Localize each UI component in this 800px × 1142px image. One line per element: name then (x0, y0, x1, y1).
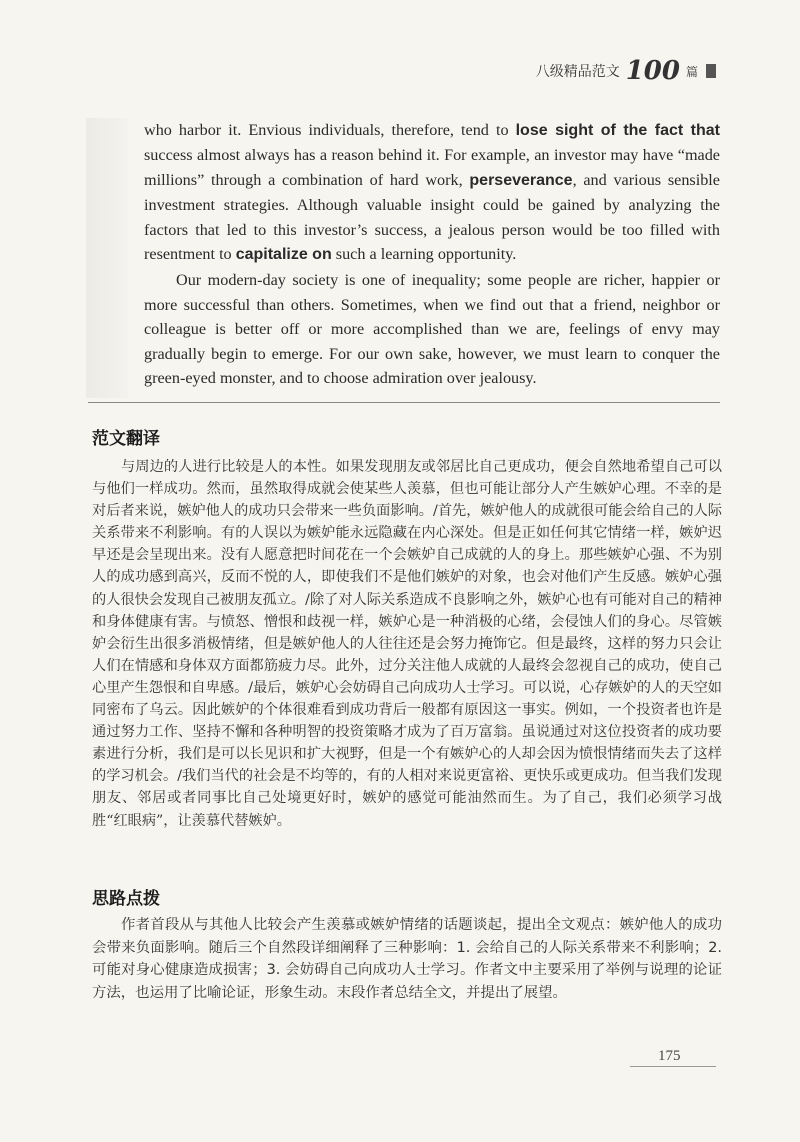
translation-title: 范文翻译 (92, 429, 160, 449)
translation-text: 与周边的人进行比较是人的本性。如果发现朋友或邻居比自己更成功，便会自然地希望自己可以与他们一样成功。然而，虽然取得成就会使某些人羡慕，但也可能让部分人产生嫉妒心理。不幸的是对后者来说，嫉妒他人的成功只会带来一些负面影响。/首先，嫉妒他人的成就很可能会给自己的人际关系带来不利影响。有的人误以为嫉妒能永远隐藏在内心深处。但是正如任何其它情绪一样，嫉妒迟早还是会呈现出来。没有人愿意把时间花在一个会嫉妒自己成就的人的身上。那些嫉妒心强、不为别人的成功感到高兴，反而不悦的人，即使我们不是他们嫉妒的对象，也会对他们产生反感。嫉妒心强的人很快会发现自己被朋友孤立。/除了对人际关系造成不良影响之外，嫉妒心也有可能对自己的精神和身体健康有害。与愤怒、憎恨和歧视一样，嫉妒心是一种消极的心绪，会侵蚀人们的身心。尽管嫉妒会衍生出很多消极情绪，但是嫉妒他人的人往往还是会努力掩饰它。但是最终，这样的努力只会让人们在情感和身体双方面都筋疲力尽。此外，过分关注他人成就的人最终会忽视自己的成功，使自己心里产生怨恨和自卑感。/最后，嫉妒心会妨碍自己向成功人士学习。可以说，心存嫉妒的人的天空如同密布了乌云。因此嫉妒的个体很难看到成功背后一般都有原因这一事实。例如，一个投资者也许是通过努力工作、坚持不懈和各种明智的投资策略才成为了百万富翁。虽说通过对这位投资者的成功要素进行分析，我们是可以长见识和扩大视野，但是一个有嫉妒心的人却会因为愤恨情绪而失去了这样的学习机会。/我们当代的社会是不均等的，有的人相对来说更富裕、更快乐或更成功。但当我们发现朋友、邻居或者同事比自己处境更好时，嫉妒的感觉可能油然而生。为了自己，我们必须学习战胜“红眼病”，让羡慕代替嫉妒。 (92, 459, 722, 829)
essay-paragraph (144, 118, 720, 267)
text-run: who harbor it. Envious individuals, therefore, tend to (144, 121, 516, 139)
text-run: success almost always has a reason behind it. For example, an investor may have “made millions” through a combination of hard work, (144, 146, 720, 189)
text-run: such a learning opportunity. (331, 245, 517, 264)
page-number-rule (630, 1066, 716, 1067)
essay-paragraph: Our modern-day society is one of inequality; some people are richer, happier or more successful than others. Sometimes, when we find out that a friend, neighbor or colleague is better off or more accomplished than we are, feelings of envy may gradually begin to emerge. For our own sake, however, we must learn to conquer the green-eyed monster, and to choose admiration over jealousy. (144, 271, 720, 388)
header-square-icon (706, 64, 716, 78)
header-suffix: 篇 (685, 64, 698, 79)
english-essay (144, 118, 720, 390)
section-divider (88, 402, 720, 403)
analysis-title: 思路点拨 (92, 889, 160, 909)
page-number: 175 (658, 1048, 681, 1064)
header-number: 100 (625, 56, 680, 86)
header-label: 八级精品范文 (535, 64, 620, 80)
analysis-text: 作者首段从与其他人比较会产生羡慕或嫉妒情绪的话题谈起，提出全文观点：嫉妒他人的成功会带来负面影响。随后三个自然段详细阐释了三种影响：1. 会给自己的人际关系带来不利影响；2. 可能对身心健康造成损害；3. 会妨碍自己向成功人士学习。作者文中主要采用了举例与说理的论证方法，也运用了比喻论证，形象生动。末段作者总结全文，并提出了展望。 (92, 917, 722, 1001)
running-header (536, 58, 716, 84)
text-run: , and various sensible investment strategies. Although valuable insight could be gained by analyzing the factors that led to this investor’s success, a jealous person would be too filled with resentment to (144, 170, 720, 264)
highlight-phrase: lose sight of the fact that (515, 122, 721, 139)
highlight-phrase: capitalize on (235, 246, 332, 264)
margin-strip (86, 118, 128, 398)
highlight-phrase: perseverance (469, 171, 573, 189)
